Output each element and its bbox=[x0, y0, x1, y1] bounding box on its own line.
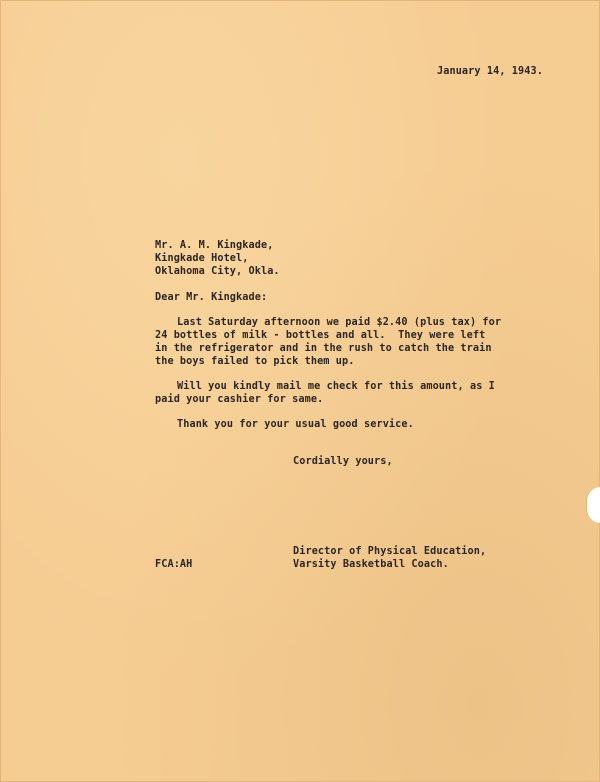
body-paragraph-1-line-3: in the refrigerator and in the rush to catch the train bbox=[155, 343, 492, 354]
recipient-city: Oklahoma City, Okla. bbox=[155, 266, 280, 277]
body-paragraph-3: Thank you for your usual good service. bbox=[177, 419, 414, 430]
salutation: Dear Mr. Kingkade: bbox=[155, 292, 268, 303]
recipient-name: Mr. A. M. Kingkade, bbox=[155, 240, 274, 251]
letter-date: January 14, 1943. bbox=[437, 66, 543, 77]
body-paragraph-2-line-2: paid your cashier for same. bbox=[155, 394, 324, 405]
body-paragraph-2-line-1: Will you kindly mail me check for this amount, as I bbox=[177, 381, 495, 392]
paper-notch bbox=[586, 487, 600, 523]
signature-title-line-2: Varsity Basketball Coach. bbox=[293, 559, 449, 570]
body-paragraph-1-line-4: the boys failed to pick them up. bbox=[155, 356, 355, 367]
signature-title-line-1: Director of Physical Education, bbox=[293, 546, 487, 557]
body-paragraph-1-line-1: Last Saturday afternoon we paid $2.40 (plus tax) for bbox=[177, 317, 502, 328]
reference-initials: FCA:AH bbox=[155, 559, 193, 570]
body-paragraph-1-line-2: 24 bottles of milk - bottles and all. They were left bbox=[155, 330, 486, 341]
closing: Cordially yours, bbox=[293, 456, 393, 467]
recipient-company: Kingkade Hotel, bbox=[155, 253, 249, 264]
